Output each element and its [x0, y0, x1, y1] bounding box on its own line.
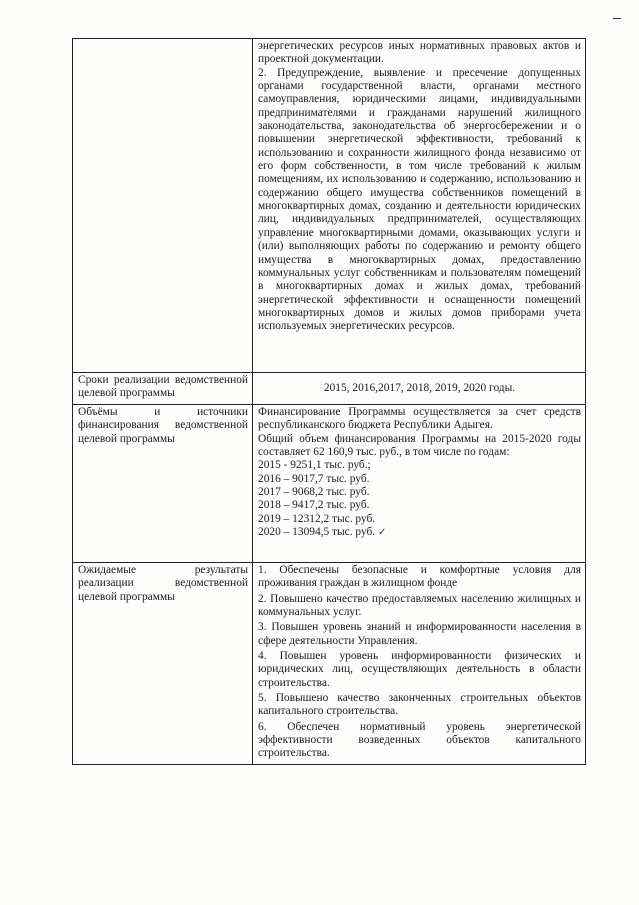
row-content [253, 563, 586, 765]
funding-year-line: 2015 - 9251,1 тыс. руб.; [258, 459, 371, 472]
table-row-goals-continued [73, 39, 586, 373]
result-item: 3. Повышен уровень знаний и информированности населения в сфере деятельности Управления. [258, 621, 581, 647]
table-row-funding [73, 405, 586, 563]
check-mark-icon: ✓ [378, 527, 387, 539]
content-paragraph: Финансирование Программы осуществляется за счет средств республиканского бюджета Республики Адыгея. [258, 406, 581, 432]
funding-year-text: 2020 – 13094,5 тыс. руб. [258, 526, 376, 539]
row-label: Ожидаемые результаты реализации ведомственной целевой программы [73, 563, 253, 765]
funding-year-line: 2016 – 9017,7 тыс. руб. [258, 472, 370, 485]
content-paragraph: 2. Предупреждение, выявление и пресечение допущенных органами государственной власти, органами местного самоуправления, юридическими лицами, индивидуальными предпринимателями и гражданами нарушений жилищного законодательства, законодательства об энергосбережении и о повышении энергетической эффективности, требований к использованию и сохранности жилищного фонда независимо от его форм собственности, в том числе требований к жилым помещениям, их использованию и содержанию, использованию и содержанию общего имущества собственников помещений в многоквартирных домах, созданию и деятельности юридических лиц, индивидуальных предпринимателей, осуществляющих управление многоквартирными домами, оказывающих услуги и (или) выполняющих работы по содержанию и ремонту общего имущества в многоквартирных домах, предоставлению коммунальных услуг собственникам и пользователям помещений в многоквартирных домах и жилых домах, требований энергетической эффективности и оснащенности помещений многоквартирных домов и жилых домов приборами учета используемых энергетических ресурсов. [258, 66, 581, 333]
content-paragraph: Общий объем финансирования Программы на 2015-2020 годы составляет 62 160,9 тыс. руб., в том числе по годам: [258, 432, 581, 459]
funding-year-line: 2019 – 12312,2 тыс. руб. [258, 512, 376, 525]
row-content [253, 373, 586, 405]
corner-mark [613, 18, 621, 19]
result-item: 6. Обеспечен нормативный уровень энергетической эффективности возведенных объектов капитального строительства. [258, 720, 581, 760]
table-row-timeline [73, 373, 586, 405]
funding-year-line: 2018 – 9417,2 тыс. руб. [258, 499, 370, 512]
result-item: 1. Обеспечены безопасные и комфортные условия для проживания граждан в жилищном фонде [258, 564, 581, 590]
program-passport-table [72, 38, 586, 765]
result-item: 4. Повышен уровень информированности физических и юридических лиц, осуществляющих деятельность в области строительства. [258, 650, 581, 689]
row-content [253, 405, 586, 563]
row-label: Сроки реализации ведомственной целевой программы [73, 373, 253, 405]
content-paragraph: энергетических ресурсов иных нормативных правовых актов и проектной документации. [258, 40, 581, 66]
row-label [73, 39, 253, 373]
row-label: Объёмы и источники финансирования ведомственной целевой программы [73, 405, 253, 563]
funding-year-line [258, 526, 581, 539]
result-item: 2. Повышено качество предоставляемых населению жилищных и коммунальных услуг. [258, 592, 581, 619]
table-row-expected-results [73, 563, 586, 765]
row-content [253, 39, 586, 373]
content-paragraph: 2015, 2016,2017, 2018, 2019, 2020 годы. [323, 381, 516, 394]
result-item: 5. Повышено качество законченных строительных объектов капитального строительства. [258, 692, 581, 718]
funding-year-line: 2017 – 9068,2 тыс. руб. [258, 486, 370, 499]
